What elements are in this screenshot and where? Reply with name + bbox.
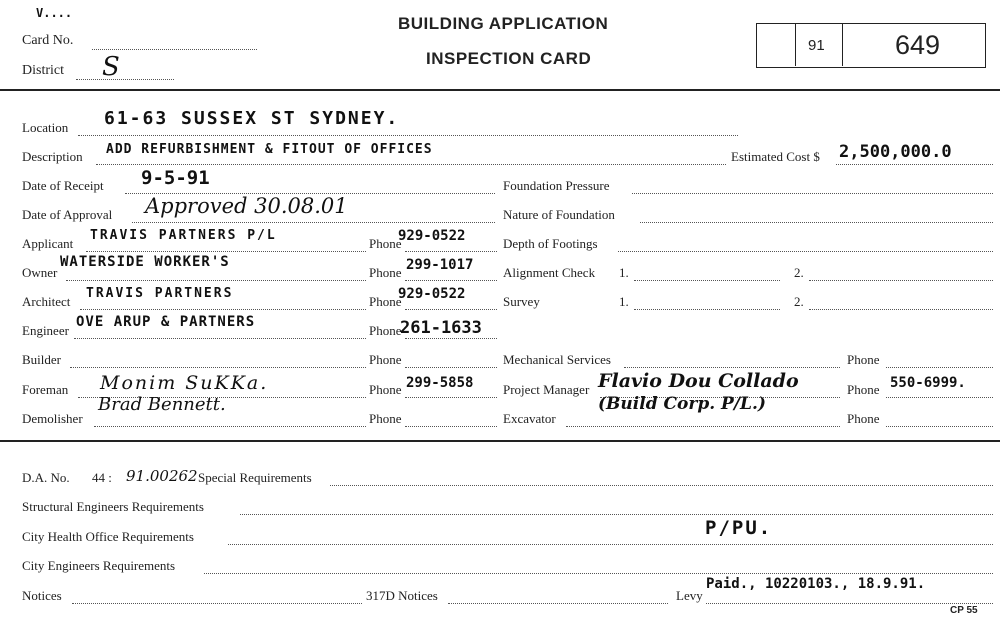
city-engineers-line [204,573,993,574]
foreman-value-2: Brad Bennett. [98,394,226,415]
engineer-value: OVE ARUP & PARTNERS [76,314,256,330]
levy-label: Levy [676,588,703,603]
applicant-phone-line [405,251,497,252]
project-manager-value-2: (Build Corp. P/L.) [598,394,766,414]
district-value: S [102,52,120,82]
foreman-value: Monim SuKKa. [100,372,269,394]
architect-phone-label: Phone [369,294,402,309]
location-value: 61-63 SUSSEX ST SYDNEY. [104,108,400,129]
header-rule [0,89,1000,91]
applicant-phone-value: 929-0522 [398,228,466,244]
demolisher-phone-label: Phone [369,411,402,426]
structural-line [240,514,993,515]
health-line [228,544,993,545]
form-title: BUILDING APPLICATION [398,14,609,33]
card-no-line [92,49,257,50]
mechanical-line [624,367,840,368]
owner-line [66,280,366,281]
notices-line [72,603,362,604]
survey-2-line [809,309,993,310]
special-requirements-label: Special Requirements [198,470,312,485]
date-approval-line [132,222,495,223]
project-manager-value: Flavio Dou Collado [598,370,799,392]
foundation-pressure-label: Foundation Pressure [503,178,610,193]
levy-value: Paid., 10220103., 18.9.91. [706,576,926,592]
da-label: D.A. No. [22,470,70,485]
architect-line [80,309,366,310]
alignment-2-line [809,280,993,281]
section-rule [0,440,1000,442]
alignment-2-label: 2. [794,265,804,280]
owner-phone-line [405,280,497,281]
card-year: 91 [808,37,825,54]
builder-phone-label: Phone [369,352,402,367]
survey-1-label: 1. [619,294,629,309]
project-manager-phone-value: 550-6999. [890,375,966,391]
mechanical-phone-label: Phone [847,352,880,367]
owner-label: Owner [22,265,58,280]
survey-2-label: 2. [794,294,804,309]
mechanical-label: Mechanical Services [503,352,611,367]
alignment-check-label: Alignment Check [503,265,596,280]
architect-phone-value: 929-0522 [398,286,466,302]
notices-label: Notices [22,588,62,603]
demolisher-phone-line [405,426,497,427]
engineer-line [74,338,366,339]
structural-label: Structural Engineers Requirements [22,499,204,514]
alignment-1-line [634,280,780,281]
applicant-value: TRAVIS PARTNERS P/L [90,228,277,243]
applicant-line [86,251,366,252]
estimated-cost-line [836,164,993,165]
owner-phone-label: Phone [369,265,402,280]
location-label: Location [22,120,69,135]
date-approval-label: Date of Approval [22,207,113,222]
card-no-label: Card No. [22,33,74,48]
nature-foundation-line [640,222,993,223]
district-label: District [22,63,64,78]
engineer-phone-line [405,338,497,339]
depth-footings-label: Depth of Footings [503,236,598,251]
builder-line [70,367,366,368]
applicant-phone-label: Phone [369,236,402,251]
da-value-prefix: 44 : [92,470,112,485]
mechanical-phone-line [886,367,993,368]
builder-label: Builder [22,352,61,367]
demolisher-line [94,426,366,427]
survey-label: Survey [503,294,540,309]
special-requirements-line [330,485,993,486]
notices-317-label: 317D Notices [366,588,438,603]
foreman-label: Foreman [22,382,69,397]
notices-317-line [448,603,668,604]
architect-phone-line [405,309,497,310]
builder-phone-line [405,367,497,368]
owner-phone-value: 299-1017 [406,257,474,273]
estimated-cost-label: Estimated Cost $ [731,149,820,164]
owner-value: WATERSIDE WORKER'S [60,254,230,270]
location-line [78,135,738,136]
excavator-label: Excavator [503,411,556,426]
architect-value: TRAVIS PARTNERS [86,286,234,301]
project-manager-phone-line [886,397,993,398]
nature-foundation-label: Nature of Foundation [503,207,615,222]
engineer-phone-label: Phone [369,323,402,338]
health-value: P/PU. [705,517,773,539]
card-number-box [756,23,986,68]
description-line [96,164,726,165]
estimated-cost-value: 2,500,000.0 [839,142,952,162]
date-receipt-label: Date of Receipt [22,178,104,193]
excavator-line [566,426,840,427]
date-approval-value: Approved 30.08.01 [145,194,348,218]
foundation-pressure-line [632,193,993,194]
description-label: Description [22,149,83,164]
excavator-phone-line [886,426,993,427]
engineer-phone-value: 261-1633 [400,318,482,338]
foreman-phone-value: 299-5858 [406,375,474,391]
architect-label: Architect [22,294,71,309]
foreman-phone-label: Phone [369,382,402,397]
project-manager-phone-label: Phone [847,382,880,397]
foreman-phone-line [405,397,497,398]
engineer-label: Engineer [22,323,69,338]
excavator-phone-label: Phone [847,411,880,426]
da-value: 91.00262 [126,467,198,485]
description-value: ADD REFURBISHMENT & FITOUT OF OFFICES [106,142,433,157]
header-scribble: V.... [36,6,73,20]
survey-1-line [634,309,780,310]
district-line [76,79,174,80]
card-number: 649 [895,30,941,60]
levy-line [706,603,993,604]
project-manager-label: Project Manager [503,382,590,397]
form-code: CP 55 [950,605,978,616]
alignment-1-label: 1. [619,265,629,280]
city-engineers-label: City Engineers Requirements [22,558,176,573]
demolisher-label: Demolisher [22,411,83,426]
date-receipt-value: 9-5-91 [141,167,210,189]
applicant-label: Applicant [22,236,74,251]
depth-footings-line [618,251,993,252]
health-label: City Health Office Requirements [22,529,194,544]
form-subtitle: INSPECTION CARD [426,49,592,68]
